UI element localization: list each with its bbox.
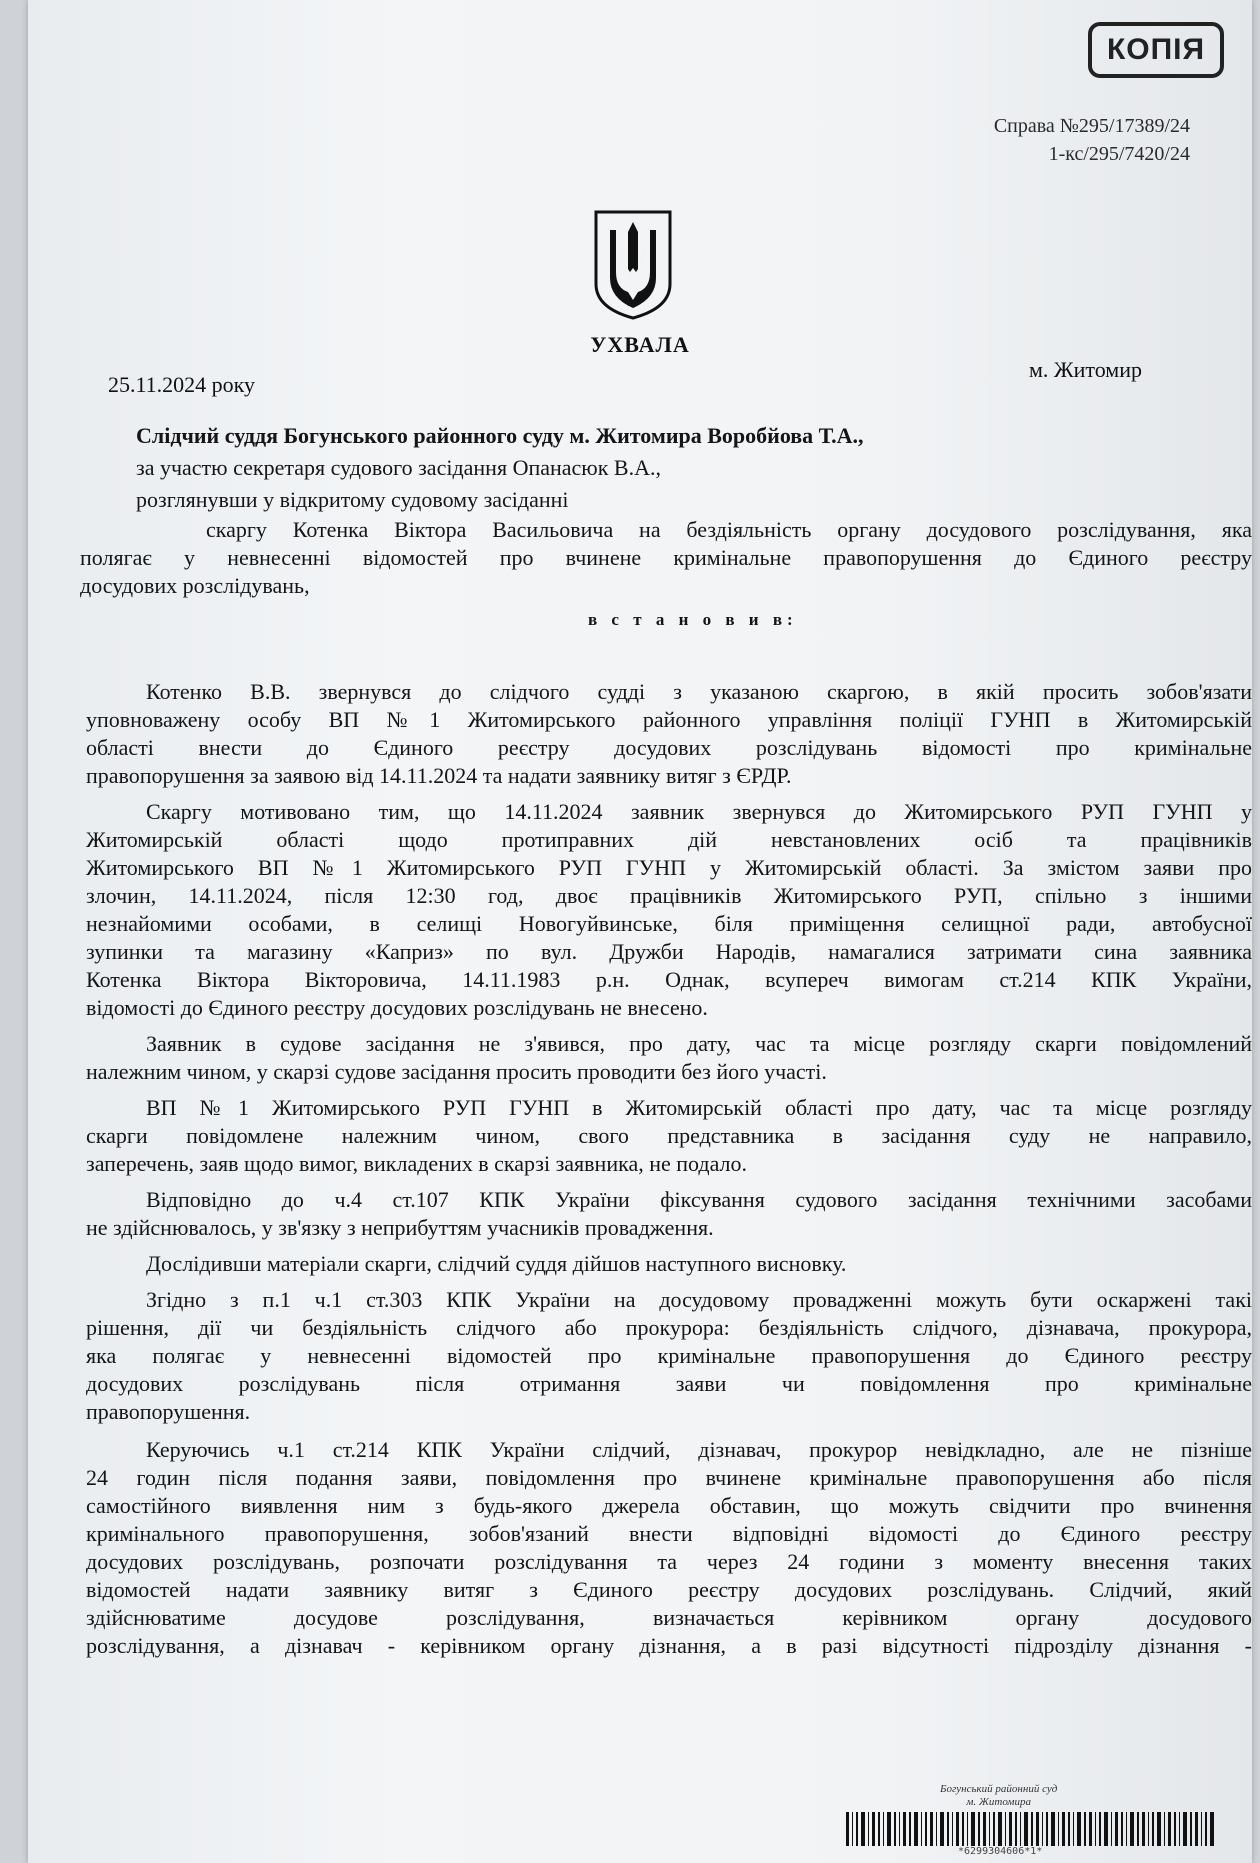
body-line: Відповідно до ч.4 ст.107 КПК України фіксування судового засідання технічними засобами: [146, 1187, 1252, 1212]
body-line: Житомирського ВП №1 Житомирського РУП ГУНП у Житомирській області. За змістом заяви про: [86, 855, 1252, 880]
document-title: УХВАЛА: [590, 332, 690, 357]
document-date: 25.11.2024 року: [108, 372, 256, 397]
body-line: Житомирській області щодо протиправних дій невстановлених осіб та працівників: [86, 827, 1252, 852]
body-line: кримінального правопорушення, зобов'язаний внести відповідні відомості до Єдиного реєстру: [86, 1521, 1252, 1546]
proceeding-number: 1-кс/295/7420/24: [1048, 143, 1190, 165]
case-number: Справа №295/17389/24: [993, 115, 1190, 137]
body-line: полягає у невнесенні відомостей про вчинене кримінальне правопорушення до Єдиного реєстру: [80, 545, 1252, 570]
body-line: здійснюватиме досудове розслідування, визначається керівником органу досудового: [86, 1605, 1252, 1630]
body-line: скаргу Котенка Віктора Васильовича на бездіяльність органу досудового розслідування, яка: [206, 517, 1252, 542]
body-line: 24 годин після подання заяви, повідомлення про вчинене кримінальне правопорушення або після: [86, 1465, 1252, 1490]
court-stamp-line: Богунський районний суд: [940, 1783, 1058, 1795]
body-line: розглянувши у відкритому судовому засіданні: [136, 487, 569, 512]
body-line: Керуючись ч.1 ст.214 КПК України слідчий, дізнавач, прокурор невідкладно, але не пізніше: [146, 1437, 1252, 1462]
body-line: області внести до Єдиного реєстру досудових розслідувань відомості про кримінальне: [86, 735, 1252, 760]
body-line: відомостей надати заявнику витяг з Єдиного реєстру досудових розслідувань. Слідчий, який: [86, 1577, 1252, 1602]
body-line: правопорушення.: [86, 1399, 251, 1424]
court-stamp: [940, 1783, 1057, 1809]
body-line: ВП №1 Житомирського РУП ГУНП в Житомирській області про дату, час та місце розгляду: [146, 1095, 1252, 1120]
body-line: досудових розслідувань, розпочати розслідування та через 24 години з моменту внесення таких: [86, 1549, 1252, 1574]
body-line: самостійного виявлення ним з будь-якого джерела обставин, що можуть свідчити про вчинення: [86, 1493, 1252, 1518]
body-line: Котенко В.В. звернувся до слідчого судді з указаною скаргою, в якій просить зобов'язати: [146, 679, 1252, 704]
body-line: за участю секретаря судового засідання Опанасюк В.А.,: [136, 455, 661, 480]
body-line: скарги повідомлене належним чином, свого представника в засідання суду не направило,: [86, 1123, 1252, 1148]
body-line: досудових розслідувань,: [80, 573, 310, 598]
body-line: злочин, 14.11.2024, після 12:30 год, двоє працівників Житомирського РУП, спільно з іншими: [86, 883, 1252, 908]
body-line: зупинки та магазину «Каприз» по вул. Дружби Народів, намагалися затримати сина заявника: [86, 939, 1252, 964]
body-line: правопорушення за заявою від 14.11.2024 та надати заявнику витяг з ЄРДР.: [86, 763, 792, 788]
body-line: уповноважену особу ВП №1 Житомирського районного управління поліції ГУНП в Житомирській: [86, 707, 1252, 732]
section-heading: в с т а н о в и в:: [588, 610, 798, 629]
body-line: належним чином, у скарзі судове засідання просить проводити без його участі.: [86, 1059, 827, 1084]
judge-line: Слідчий суддя Богунського районного суду м. Житомира Воробйова Т.А.,: [136, 423, 864, 448]
case-number-block: [994, 112, 1190, 168]
body-line: відомості до Єдиного реєстру досудових розслідувань не внесено.: [86, 995, 708, 1020]
body-line: незнайомими особами, в селищі Новогуйвинське, біля приміщення селищної ради, автобусної: [86, 911, 1252, 936]
body-line: Котенка Віктора Вікторовича, 14.11.1983 р.н. Однак, всупереч вимогам ст.214 КПК України,: [86, 967, 1252, 992]
court-stamp-line: м. Житомира: [966, 1796, 1031, 1808]
barcode: [846, 1812, 1216, 1846]
copy-stamp: КОПІЯ: [1088, 22, 1224, 78]
document-city: м. Житомир: [1028, 357, 1142, 382]
body-line: Скаргу мотивовано тим, що 14.11.2024 заявник звернувся до Житомирського РУП ГУНП у: [146, 799, 1252, 824]
trident-icon: [592, 208, 674, 322]
document-page: [28, 0, 1252, 1863]
body-line: Згідно з п.1 ч.1 ст.303 КПК України на досудовому провадженні можуть бути оскаржені такі: [146, 1287, 1252, 1312]
body-line: рішення, дії чи бездіяльність слідчого або прокурора: бездіяльність слідчого, дізнавача, прокурора,: [86, 1315, 1252, 1340]
body-line: заперечень, заяв щодо вимог, викладених в скарзі заявника, не подало.: [86, 1151, 748, 1176]
body-line: досудових розслідувань після отримання заяви чи повідомлення про кримінальне: [86, 1371, 1252, 1396]
barcode-number: *6299304606*1*: [958, 1846, 1043, 1857]
body-line: не здійснювалось, у зв'язку з неприбуттям учасників провадження.: [86, 1215, 714, 1240]
body-line: Заявник в судове засідання не з'явився, про дату, час та місце розгляду скарги повідомлений: [146, 1031, 1252, 1056]
body-line: яка полягає у невнесенні відомостей про кримінальне правопорушення до Єдиного реєстру: [86, 1343, 1252, 1368]
body-line: розслідування, а дізнавач - керівником органу дізнання, а в разі відсутності підрозділу дізнання -: [86, 1633, 1252, 1658]
body-line: Дослідивши матеріали скарги, слідчий суддя дійшов наступного висновку.: [146, 1251, 847, 1276]
